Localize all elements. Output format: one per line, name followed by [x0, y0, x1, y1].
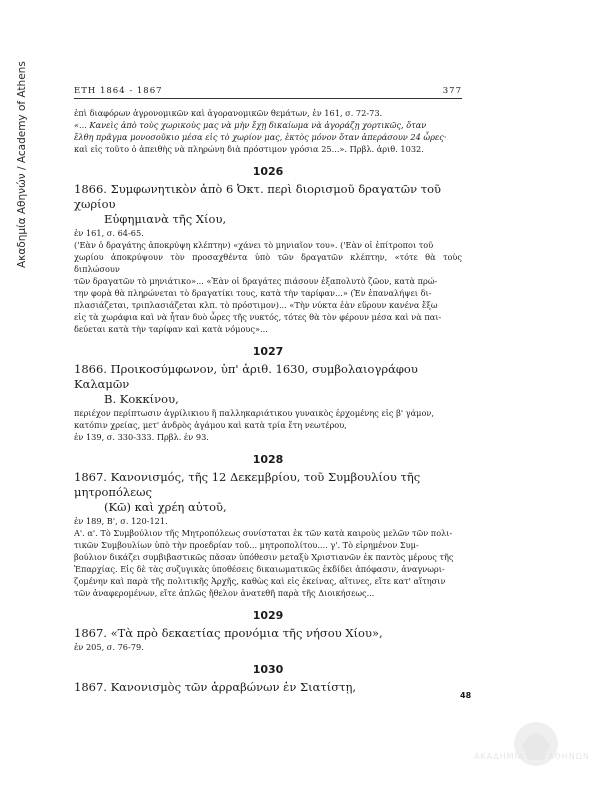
body-line: τῶν ἀναφερομένων, εἴτε ἁπλῶς ἤθελον ἀνατεθῆ παρὰ τῆς Διοικήσεως... — [74, 588, 375, 598]
intro-line: ἔλθη πρᾶγμα μονοσοῦκιο μέσα εἰς τὸ χωρίον μας, ἐκτὸς μόνον ὅταν ἀπεράσουν 24 ὧρες· — [74, 132, 447, 142]
page-number: 377 — [442, 86, 462, 96]
body-line: βούλιον δικάζει συμβιβαστικῶς πᾶσαν ὑπόθεσιν μεταξὺ Χριστιανῶν ἐκ παντὸς μέρους τῆς — [74, 552, 454, 562]
intro-line: «... Κανεὶς ἀπὸ τοὺς χωρικοὺς μας νὰ μὴν ἔχῃ δικαίωμα νὰ ἀγοράζῃ χορτικῶς, ὅταν — [74, 120, 427, 130]
entry-number: 1027 — [252, 345, 284, 358]
intro-line: καὶ εἰς τοῦτο ὁ ἀπειθὴς νὰ πληρώνη διὰ πρόστιμον γρόσια 25...». Πρβλ. ἀριθ. 1032. — [74, 144, 424, 154]
academy-watermark — [474, 716, 594, 772]
body-line: ἐν 139, σ. 330-333. Πρβλ. ἐν 93. — [74, 432, 209, 442]
entry-title-continued: (Κῶ) καὶ χρέη αὐτοῦ, — [104, 500, 227, 514]
entry-body — [74, 239, 462, 335]
running-header — [74, 84, 462, 99]
body-line: πλασιάζεται, τριπλασιάζεται κλπ. τὸ πρόστιμον)... «Τὴν νύκτα ἐὰν εὕρουν κανένα ἔξω — [74, 300, 438, 310]
entry-title: 1867. Κανονισμὸς τῶν ἀρραβώνων ἐν Σιατίστῃ, — [74, 680, 357, 694]
sidebar-text: Ακαδημία Αθηνών / Academy of Athens — [16, 61, 28, 268]
entry-title: 1866. Προικοσύμφωνον, ὑπ' ἀριθ. 1630, συμβολαιογράφου Καλαμῶν — [74, 362, 418, 391]
body-line: Ἐπαρχίας. Εἰς δὲ τὰς συζυγικὰς ὑποθέσεις δικαιωματικῶς ἐκδίδει ἀπόφασιν, ἀναγνωρι- — [74, 564, 445, 574]
folio-number: 48 — [460, 691, 472, 700]
body-line: Α'. α'. Τὸ Συμβούλιον τῆς Μητροπόλεως συνίσταται ἐκ τῶν κατὰ καιροὺς μελῶν τῶν πολι- — [74, 528, 453, 538]
body-line: εἰς τὰ χωράφια καὶ νὰ ἦταν δυὸ ὧρες τῆς νυκτός, τότες θὰ τὸν φέρουν μέσα καὶ νὰ παι- — [74, 312, 442, 322]
body-line: τῶν δραγατῶν τὸ μηνιάτικο»... «Ἐὰν οἱ δραγάτες πιάσουν ἐξαπολυτὸ ζῶον, κατὰ πρώ- — [74, 276, 438, 286]
intro-paragraph — [74, 107, 462, 155]
entry-number: 1026 — [252, 165, 284, 178]
entry-body — [74, 407, 462, 443]
body-line: χωρίου ἀποκρύψουν τὸν προσαχθέντα ὑπὸ τῶν δραγατῶν κλέπτην, «τότε θὰ τοὺς διπλώσουν — [74, 252, 462, 274]
entry-number: 1030 — [252, 663, 284, 676]
entry-title-continued: Β. Κοκκίνου, — [104, 392, 179, 406]
document-page — [74, 84, 462, 695]
entry-title: 1867. «Τὰ πρὸ δεκαετίας προνόμια τῆς νήσου Χίου», — [74, 626, 383, 640]
helmet-emblem-icon — [514, 716, 600, 772]
body-line: δεύεται κατὰ τὴν ταρίφαν καὶ κατὰ νόμους»... — [74, 324, 268, 334]
entry-title: 1866. Συμφωνητικὸν ἀπὸ 6 Ὀκτ. περὶ διορισμοῦ δραγατῶν τοῦ χωρίου — [74, 182, 441, 211]
entry-citation: ἐν 189, Β', σ. 120-121. — [74, 516, 168, 526]
entry-title: 1867. Κανονισμός, τῆς 12 Δεκεμβρίου, τοῦ Συμβουλίου τῆς μητροπόλεως — [74, 470, 421, 499]
body-line: την φορὰ θὰ πληρώνεται τὸ δραγατίκι τους, κατὰ τὴν ταρίφαν...» (Ἐν ἐπαναλήψει δι- — [74, 288, 432, 298]
header-title: ΕΤΗ 1864 - 1867 — [74, 86, 163, 96]
body-line: κατόπιν χρείας, μετ' ἀνδρὸς ἀγάμου καὶ κατὰ τρία ἔτη νεωτέρου, — [74, 420, 347, 430]
archive-sidebar-label — [14, 40, 36, 270]
body-line: ('Εὰν ὁ δραγάτης ἀποκρύψη κλέπτην) «χάνει τὸ μηνιαῖον του». ('Εὰν οἱ ἐπίτροποι τοῦ — [74, 240, 434, 250]
body-line: τικῶν Συμβουλίων ὑπὸ τὴν προεδρίαν τοῦ... μητροπολίτου.... γ'. Τὸ εἰρημένον Συμ- — [74, 540, 419, 550]
entry-number: 1028 — [252, 453, 284, 466]
watermark-text-left: ΑΚΑΔΗΜΙΑ — [474, 752, 525, 761]
entry-citation: ἐν 205, σ. 76-79. — [74, 642, 144, 652]
watermark-text-right: ΑΘΗΝΩΝ — [548, 752, 590, 761]
entry-number: 1029 — [252, 609, 284, 622]
body-line: ζομένην καὶ παρὰ τῆς πολιτικῆς Ἀρχῆς, καθὼς καὶ εἰς ἐκείνας, αἵτινες, εἴτε κατ' αἴτησιν — [74, 576, 446, 586]
entry-body — [74, 527, 462, 599]
intro-line: ἐπὶ διαφόρων ἀγρονομικῶν καὶ ἀγορανομικῶν θεμάτων, ἐν 161, σ. 72-73. — [74, 108, 383, 118]
entry-title-continued: Εὐφημιανὰ τῆς Χίου, — [104, 212, 227, 226]
body-line: περιέχον περίπτωσιν ἀγρίλικιου ἢ παλληκαριάτικου γυναικὸς ἐρχομένης εἰς β' γάμον, — [74, 408, 434, 418]
entry-citation: ἐν 161, σ. 64-65. — [74, 228, 144, 238]
